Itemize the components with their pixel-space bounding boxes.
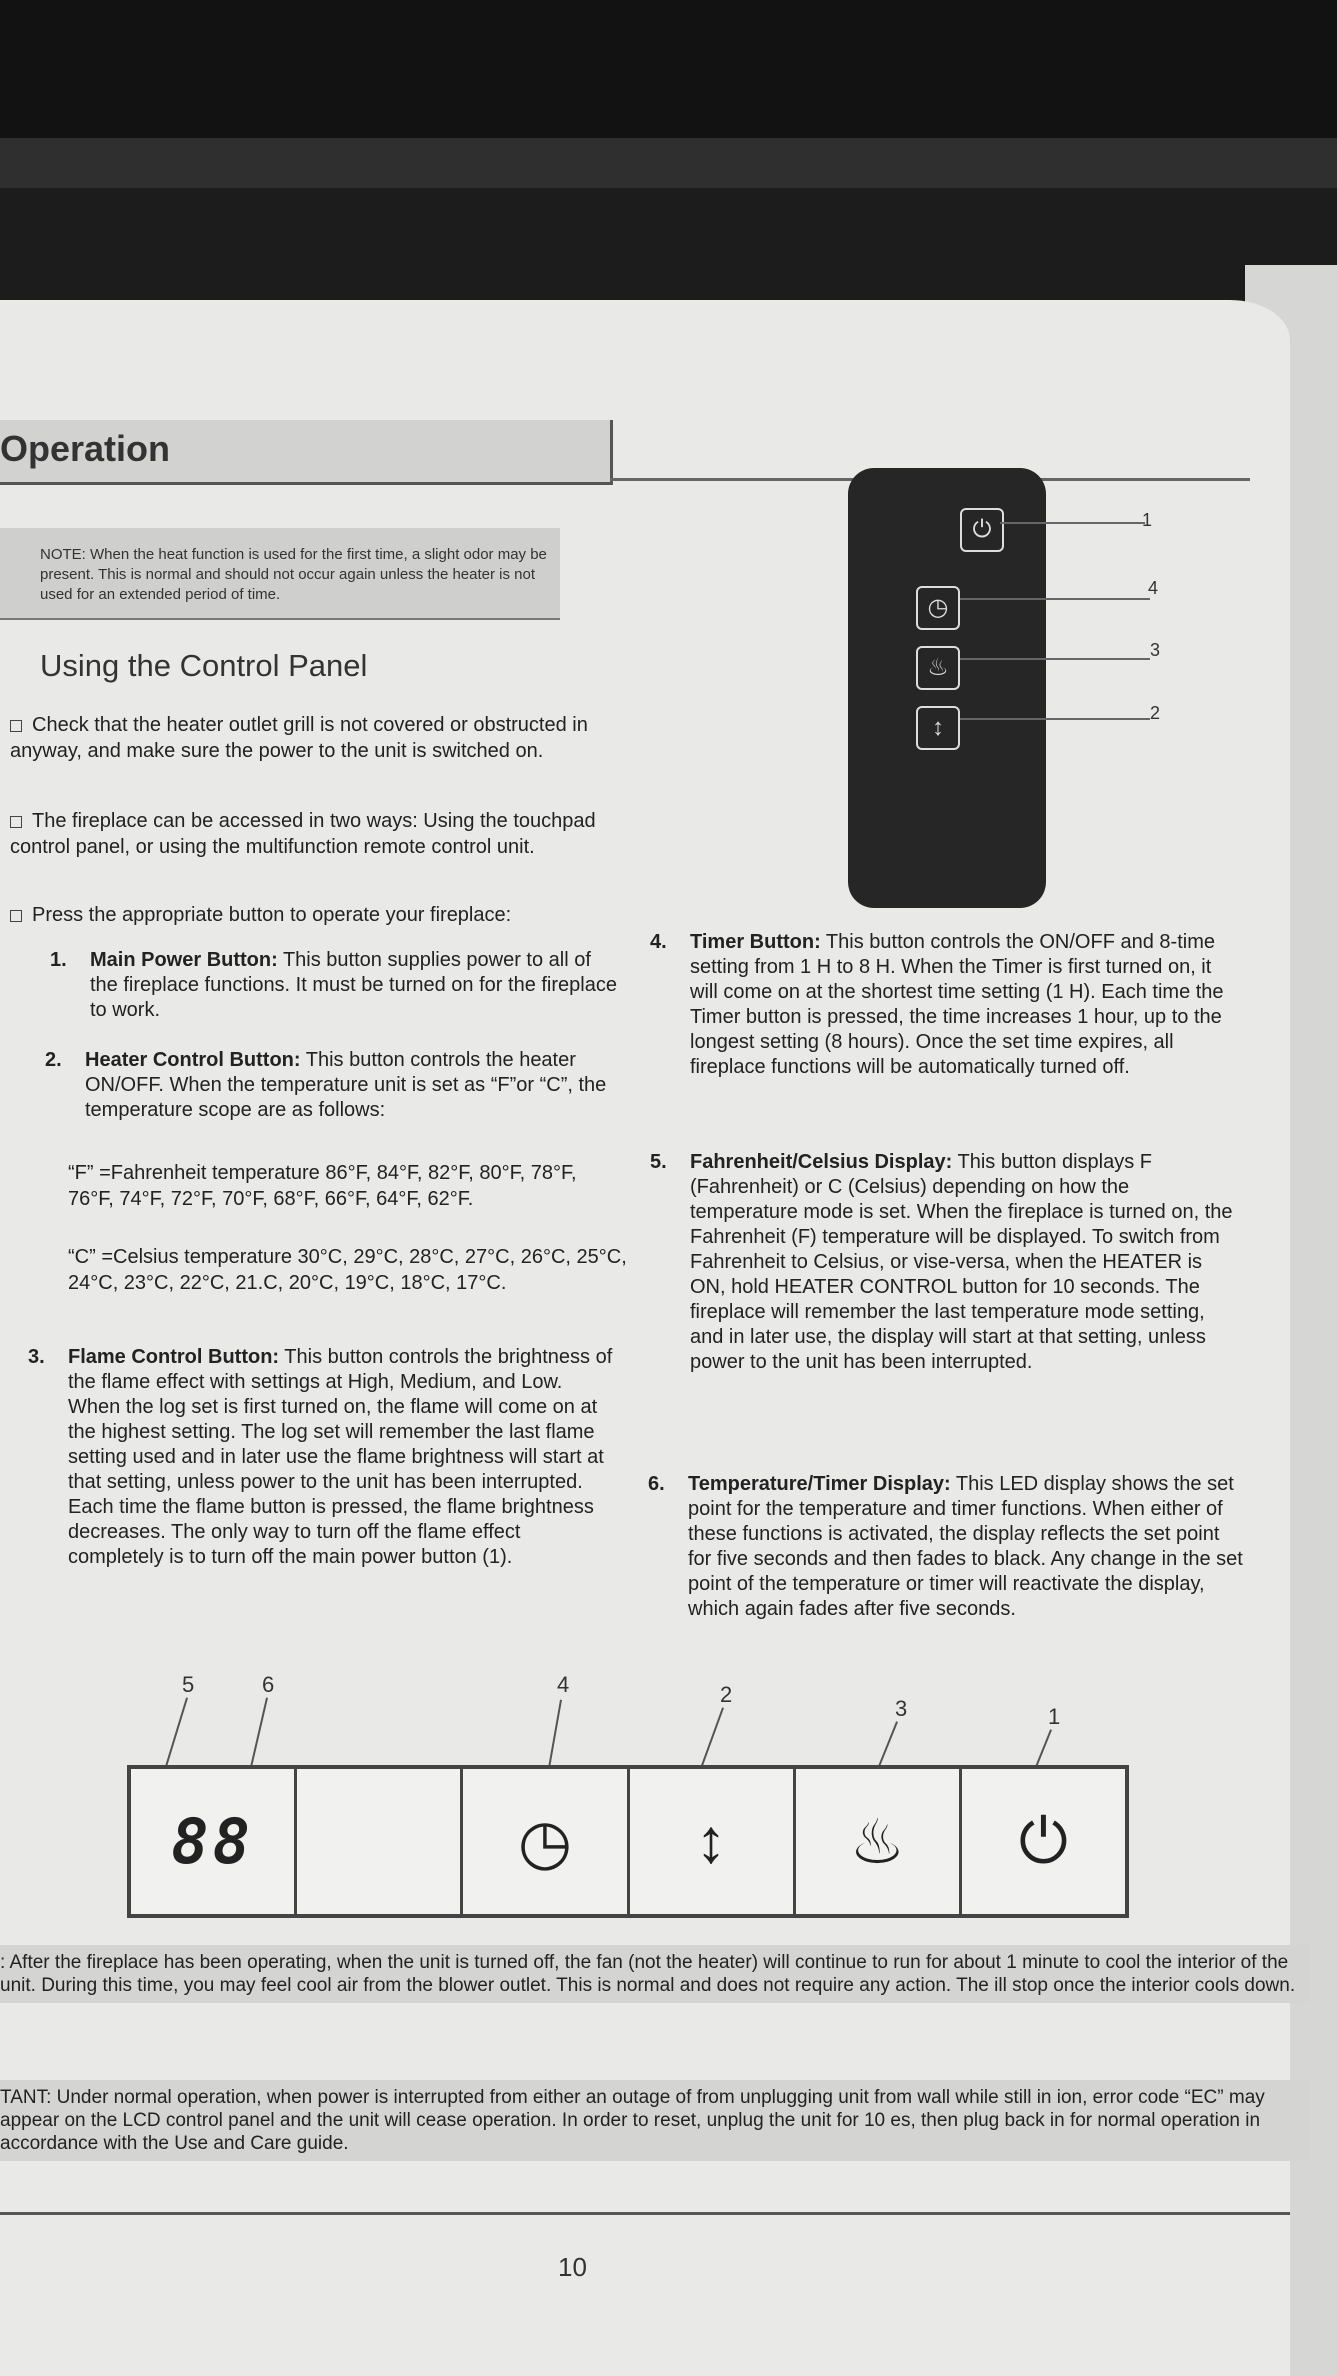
blank-cell: [297, 1769, 463, 1914]
item-text: This button controls the heater ON/OFF. When the temperature unit is set as “F”or “C”, the temperature scope are as follows:: [85, 1049, 607, 1121]
callout-line: [960, 658, 1150, 660]
item-number: 5.: [650, 1151, 667, 1173]
bullet-box-icon: [10, 720, 22, 732]
item-title: Heater Control Button:: [85, 1049, 301, 1071]
panel-callout-number: 3: [895, 1696, 908, 1721]
item-title: Temperature/Timer Display:: [688, 1473, 951, 1495]
item-text: This LED display shows the set point for the temperature and timer functions. When either of these functions is activated, the display reflects the set point for five seconds and then fades to black. Any change in the set point of the temperature or timer will reactivate the display, which again fades after five seconds.: [688, 1473, 1243, 1620]
bullet-item: [10, 902, 600, 928]
power-icon: ⏻: [1018, 1806, 1068, 1876]
note-text: NOTE: When the heat function is used for the first time, a slight odor may be present. This is normal and should not occur again unless the heater is not used for an extended period of time.: [40, 546, 547, 603]
instruction-item-6: [648, 1472, 1248, 1622]
item-text: This button controls the brightness of the flame effect with settings at High, Medium, and Low. When the log set is first turned on, the flame will come on at the highest setting. The log set will remember the last flame setting used and in later use the flame brightness will start at that setting, unless power to the unit has been interrupted. Each time the flame button is pressed, the flame brightness decreases. The only way to turn off the flame effect completely is to turn off the main power button (1).: [68, 1346, 613, 1568]
footer-rule: [0, 2212, 1290, 2215]
callout-line: [1000, 522, 1145, 524]
thermometer-icon: ↕: [916, 706, 960, 750]
item-number: 4.: [650, 931, 667, 953]
callout-number: 1: [1142, 510, 1153, 530]
bullet-text: Check that the heater outlet grill is not covered or obstructed in anyway, and make sure the power to the unit is switched on.: [10, 714, 588, 762]
callout-number: 4: [1148, 578, 1159, 598]
footer-note: : After the fireplace has been operating, when the unit is turned off, the fan (not the heater) will continue to run for about 1 minute to cool the interior of the unit. During this time, you may feel cool air from the blower outlet. This is normal and does not require any action. The ill stop once the interior cools down.: [0, 1945, 1310, 2003]
panel-callout-number: 2: [720, 1682, 733, 1707]
touchpad-control-panel: [127, 1765, 1129, 1918]
item-title: Flame Control Button:: [68, 1346, 280, 1368]
callout-number: 3: [1150, 640, 1161, 660]
instruction-item-1: [50, 948, 620, 1023]
instruction-item-3: [28, 1345, 618, 1570]
bullet-text: The fireplace can be accessed in two ways: Using the touchpad control panel, or using the multifunction remote control unit.: [10, 810, 596, 858]
item-number: 3.: [28, 1346, 45, 1368]
led-display: 88: [131, 1769, 297, 1914]
callout-line: [960, 718, 1150, 720]
panel-callout-number: 5: [182, 1672, 195, 1697]
remote-control: [848, 468, 1046, 908]
bullet-box-icon: [10, 910, 22, 922]
celsius-scope: “C” =Celsius temperature 30°C, 29°C, 28°C, 27°C, 26°C, 25°C, 24°C, 23°C, 22°C, 21.C, 20°C, 19°C, 18°C, 17°C.: [68, 1246, 627, 1294]
bullet-box-icon: [10, 816, 22, 828]
flame-icon: ♨: [916, 646, 960, 690]
background-band: [0, 138, 1337, 188]
thermometer-icon: ↕: [630, 1769, 796, 1914]
panel-callout-number: 1: [1048, 1704, 1061, 1729]
panel-callout-number: 6: [262, 1672, 275, 1697]
bullet-item: [10, 712, 600, 764]
fahrenheit-scope: “F” =Fahrenheit temperature 86°F, 84°F, 82°F, 80°F, 78°F, 76°F, 74°F, 72°F, 70°F, 68°F, 66°F, 64°F, 62°F.: [68, 1162, 577, 1210]
heading-control-panel: Using the Control Panel: [40, 648, 368, 683]
section-title: Operation: [0, 428, 171, 469]
item-title: Main Power Button:: [90, 949, 278, 971]
item-number: 1.: [50, 949, 67, 971]
item-text: This button supplies power to all of the fireplace functions. It must be turned on for the fireplace to work.: [90, 949, 617, 1021]
important-note: TANT: Under normal operation, when power is interrupted from either an outage of from unplugging unit from wall while still in ion, error code “EC” may appear on the LCD control panel and the unit will cease operation. In order to reset, unplug the unit for 10 es, then plug back in for normal operation in accordance with the Use and Care guide.: [0, 2080, 1310, 2161]
item-title: Fahrenheit/Celsius Display:: [690, 1151, 953, 1173]
bullet-item: [10, 808, 600, 860]
power-icon: ⏻: [960, 508, 1004, 552]
instruction-item-4: [650, 930, 1230, 1080]
item-title: Timer Button:: [690, 931, 821, 953]
flame-icon: ♨: [796, 1769, 962, 1914]
item-number: 6.: [648, 1473, 665, 1495]
callout-number: 2: [1150, 703, 1161, 723]
background-top: [0, 0, 1337, 140]
panel-callout-number: 4: [557, 1672, 570, 1697]
page-number: 10: [558, 2252, 587, 2282]
item-number: 2.: [45, 1049, 62, 1071]
item-text: This button displays F (Fahrenheit) or C (Celsius) depending on how the temperature mode is set. When the fireplace is turned on, the Fahrenheit (F) temperature will be displayed. To switch from Fahrenheit to Celsius, or vise-versa, when the HEATER is ON, hold HEATER CONTROL button for 10 seconds. The fireplace will remember the last temperature mode setting, and in later use, the display will start at that setting, unless power to the unit has been interrupted.: [690, 1151, 1233, 1373]
timer-icon: ◷: [463, 1769, 629, 1914]
timer-icon: ◷: [916, 586, 960, 630]
bullet-text: Press the appropriate button to operate your fireplace:: [32, 904, 512, 926]
instruction-item-2: [45, 1048, 615, 1123]
instruction-item-5: [650, 1150, 1240, 1375]
callout-line: [960, 598, 1150, 600]
item-text: This button controls the ON/OFF and 8-time setting from 1 H to 8 H. When the Timer is first turned on, it will come on at the shortest time setting (1 H). Each time the Timer button is pressed, the time increases 1 hour, up to the longest setting (8 hours). Once the set time expires, all fireplace functions will be automatically turned off.: [690, 931, 1224, 1078]
